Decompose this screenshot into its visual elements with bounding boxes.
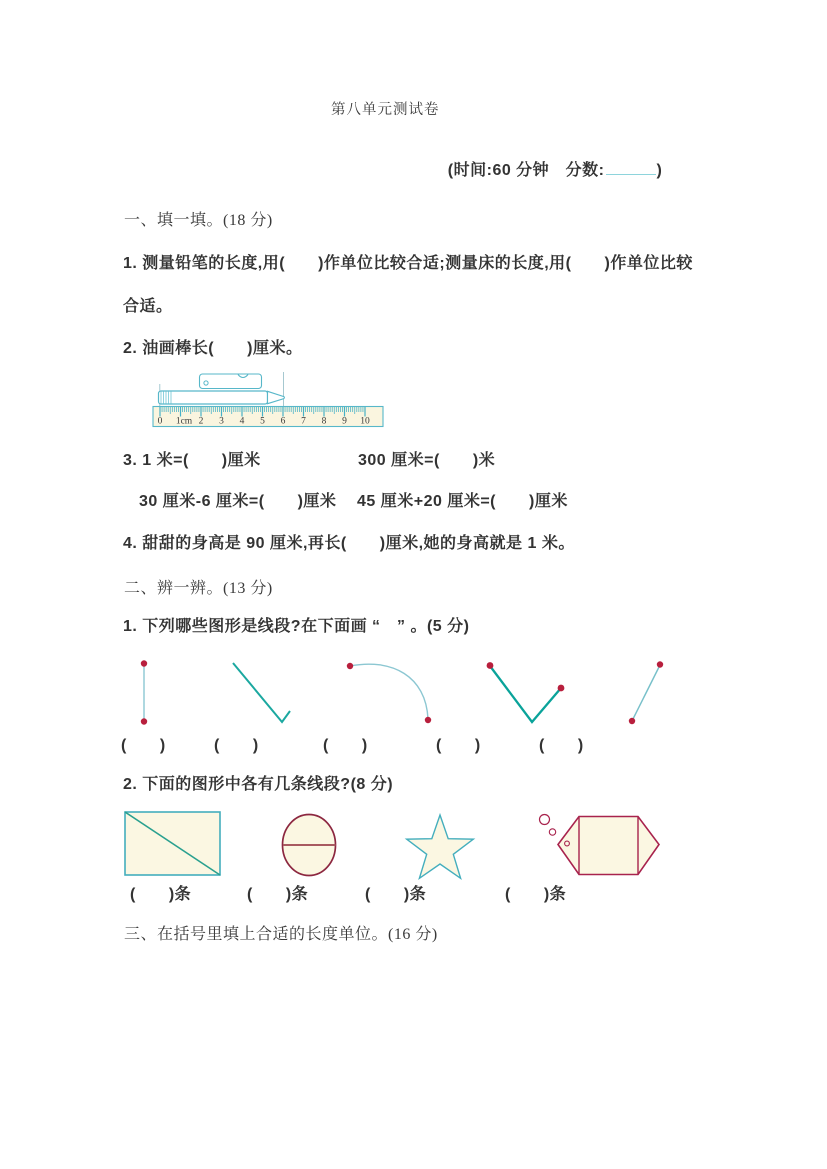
- shape-rectangle-with-diagonal: [125, 812, 220, 875]
- bubble-icon: [540, 815, 550, 825]
- question-3d: 45 厘米+20 厘米=( )厘米: [357, 493, 568, 510]
- question-3a: 3. 1 米=( )厘米: [123, 452, 261, 469]
- question-3b: 300 厘米=( )米: [358, 452, 496, 469]
- section-two-question-2: 2. 下面的图形中各有几条线段?(8 分): [123, 776, 394, 793]
- figure-vertical-segment: [141, 660, 147, 724]
- segment-count-slot: ( )条: [505, 886, 567, 903]
- answer-parentheses: ( ): [121, 737, 166, 754]
- question-4: 4. 甜甜的身高是 90 厘米,再长( )厘米,她的身高就是 1 米。: [123, 535, 575, 552]
- answer-parentheses: ( ): [323, 737, 368, 754]
- section-three-heading: 三、在括号里填上合适的长度单位。(16 分): [124, 926, 438, 943]
- question-1-line1: 1. 测量铅笔的长度,用( )作单位比较合适;测量床的长度,用( )作单位比较: [123, 255, 693, 272]
- ruler-label: 0: [157, 416, 163, 427]
- crayon: [159, 391, 285, 404]
- segment-count-slot: ( )条: [247, 886, 309, 903]
- score-blank-line: [606, 160, 656, 175]
- section-one-heading: 一、填一填。(18 分): [124, 212, 273, 229]
- section-two-question-1: 1. 下列哪些图形是线段?在下面画 “ ” 。(5 分): [123, 618, 470, 635]
- ruler-crayon-figure: [145, 365, 390, 433]
- time-score-prefix: (时间:60 分钟 分数:: [447, 162, 605, 180]
- ruler-label: 8: [321, 416, 327, 427]
- shape-fish-hexagon: [540, 815, 660, 875]
- figure-bent-line: [233, 663, 290, 722]
- shape-oval-with-chord: [283, 815, 336, 876]
- time-score-suffix: ): [656, 162, 663, 180]
- section-two-heading: 二、辨一辨。(13 分): [124, 580, 273, 597]
- shape-star: [407, 815, 474, 878]
- segment-count-slot: ( )条: [130, 886, 192, 903]
- line-segment-figures: [115, 652, 695, 730]
- shape-figures: [115, 804, 695, 884]
- question-2: 2. 油画棒长( )厘米。: [123, 340, 303, 357]
- bubble-icon: [549, 829, 555, 835]
- page-title: 第八单元测试卷: [331, 102, 440, 118]
- ruler-label: 7: [301, 416, 306, 427]
- question-3c: 30 厘米-6 厘米=( )厘米: [139, 493, 337, 510]
- ruler-label: 10: [360, 416, 370, 427]
- segment-count-slot: ( )条: [365, 886, 427, 903]
- ruler: [153, 407, 383, 427]
- ruler-label: 2: [198, 416, 204, 427]
- ruler-label: 9: [342, 416, 347, 427]
- figure-curve: [347, 663, 431, 723]
- answer-parentheses: ( ): [436, 737, 481, 754]
- answer-parentheses: ( ): [539, 737, 584, 754]
- ruler-label: 5: [260, 416, 265, 427]
- ruler-label: 6: [280, 416, 286, 427]
- time-score-line: [428, 141, 662, 200]
- answer-parentheses: ( ): [214, 737, 259, 754]
- figure-v-line: [487, 662, 565, 722]
- ruler-label: 1cm: [175, 416, 193, 427]
- crayon-label: [200, 374, 262, 389]
- question-1-line2: 合适。: [123, 298, 173, 315]
- ruler-label: 4: [239, 416, 245, 427]
- ruler-label: 3: [219, 416, 224, 427]
- figure-diagonal-segment: [629, 661, 663, 724]
